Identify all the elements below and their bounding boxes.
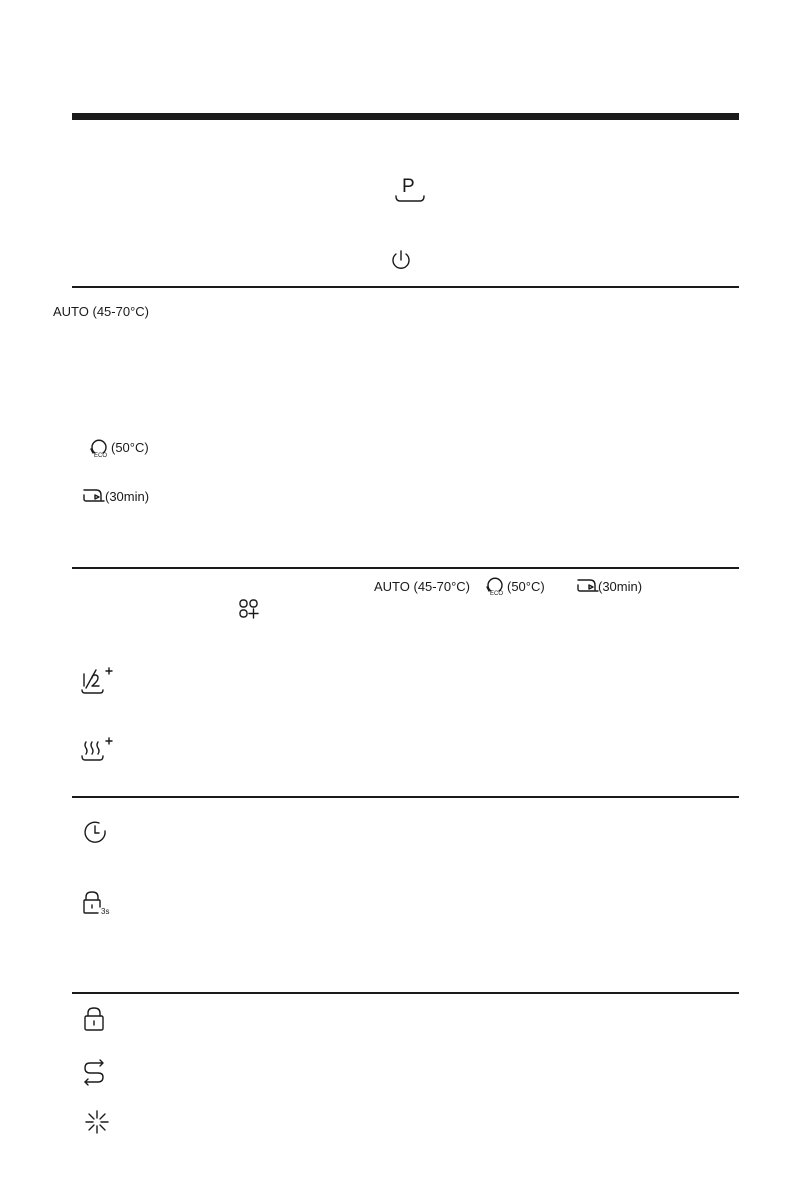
salt-icon [84, 1109, 112, 1137]
program-key-letter: P [402, 176, 415, 197]
program-auto-label: AUTO (45-70°C) [53, 304, 149, 319]
header-rule [72, 113, 739, 120]
svg-text:ECO: ECO [94, 453, 108, 459]
power-icon [389, 248, 413, 272]
eco-icon [485, 577, 507, 597]
svg-text:ECO: ECO [490, 591, 504, 597]
child-lock-3s-icon [82, 890, 112, 918]
program-quick-label: (30min) [105, 489, 150, 504]
section-divider-3 [72, 796, 739, 798]
program-eco-label: (50°C) [111, 440, 149, 455]
program-key-icon [394, 195, 426, 205]
lock-icon [82, 1005, 108, 1033]
half-load-icon [80, 666, 116, 694]
options-icon [238, 598, 260, 620]
option-quick-label: (30min) [598, 579, 643, 594]
rinse-aid-icon [82, 1058, 108, 1086]
extra-dry-icon [80, 736, 116, 762]
delay-start-icon [84, 820, 108, 844]
section-divider-4 [72, 992, 739, 994]
section-divider-2 [72, 567, 739, 569]
eco-icon [89, 439, 111, 459]
quick-wash-icon [82, 487, 106, 505]
svg-text:3s: 3s [101, 907, 110, 916]
option-auto-label: AUTO (45-70°C) [374, 579, 470, 594]
quick-wash-icon [576, 577, 600, 595]
section-divider-1 [72, 286, 739, 288]
option-eco-label: (50°C) [507, 579, 545, 594]
